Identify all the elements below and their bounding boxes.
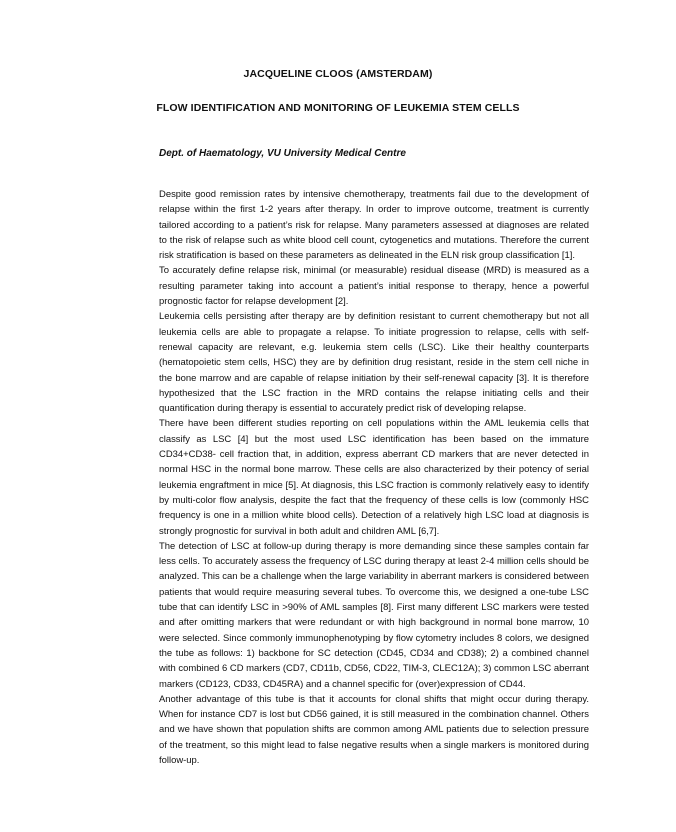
paragraph: There have been different studies reporting on cell populations within the AML leukemia cells that classify as LSC [4] but the most used LSC identification has been based on the immature CD34+CD38- cell fraction that, in addition, express aberrant CD markers that are never detected in normal HSC in the normal bone marrow. These cells are also characterized by their potency of serial leukemia engraftment in mice [5]. At diagnosis, this LSC fraction is commonly relatively easy to identify by multi-color flow analysis, despite the fact that the frequency of these cells is low (commonly HSC frequency is one in a million white blood cells). Detection of a relatively high LSC load at diagnosis is strongly prognostic for survival in both adult and children AML [6,7]. — [159, 418, 589, 537]
paragraph: Another advantage of this tube is that it accounts for clonal shifts that might occur during therapy. When for instance CD7 is lost but CD56 gained, it is still measured in the combination channel. Others and we have shown that population shifts are common among AML patients due to selection pressure of the treatment, so this might lead to false negative results when a single markers is monitored during follow-up. — [159, 693, 589, 766]
paragraph: To accurately define relapse risk, minimal (or measurable) residual disease (MRD) is measured as a resulting parameter taking into account a patient’s initial response to therapy, hence a powerful prognostic factor for relapse development [2]. — [159, 265, 589, 308]
paragraph: Despite good remission rates by intensive chemotherapy, treatments fail due to the development of relapse within the first 1-2 years after therapy. In order to improve outcome, treatment is currently tailored according to a patient’s risk for relapse. Many parameters assessed at diagnoses are related to the risk of relapse such as white blood cell count, cytogenetics and mutations. Therefore the current risk stratification is based on these parameters as delineated in the ELN risk group classification [1]. — [159, 189, 589, 262]
document-title: FLOW IDENTIFICATION AND MONITORING OF LEUKEMIA STEM CELLS — [156, 102, 520, 114]
paragraph: The detection of LSC at follow-up during therapy is more demanding since these samples contain far less cells. To accurately assess the frequency of LSC during therapy at least 2-4 million cells should be analyzed. This can be a challenge when the large variability in aberrant markers is considered between patients that would require measuring several tubes. To overcome this, we designed a one-tube LSC tube that can identify LSC in >90% of AML samples [8]. First many different LSC markers were tested and after omitting markers that were redundant or with high background in normal bone marrow, 10 were selected. Since commonly immunophenotyping by flow cytometry includes 8 colors, we designed the tube as follows: 1) backbone for SC detection (CD45, CD34 and CD38); 2) a combined channel with combined 6 CD markers (CD7, CD11b, CD56, CD22, TIM-3, CLEC12A); 3) common LSC aberrant markers (CD123, CD33, CD45RA) and a channel specific for (over)expression of CD44. — [159, 540, 590, 690]
body-text — [159, 187, 589, 768]
paragraph: Leukemia cells persisting after therapy are by definition resistant to current chemotherapy but not all leukemia cells are able to propagate a relapse. To initiate progression to relapse, cells with self-renewal capacity are relevant, e.g. leukemia stem cells (LSC). Like their healthy counterparts (hematopoietic stem cells, HSC) they are by definition drug resistant, reside in the stem cell niche in the bone marrow and are capable of relapse initiation by their self-renewal capacity [3]. It is therefore hypothesized that the LSC fraction in the MRD contains the relapse initiating cells and their quantification during therapy is essential to accurately predict risk of developing relapse. — [159, 311, 589, 415]
author-heading: JACQUELINE CLOOS (AMSTERDAM) — [243, 68, 433, 80]
affiliation: Dept. of Haematology, VU University Medical Centre — [159, 148, 406, 159]
